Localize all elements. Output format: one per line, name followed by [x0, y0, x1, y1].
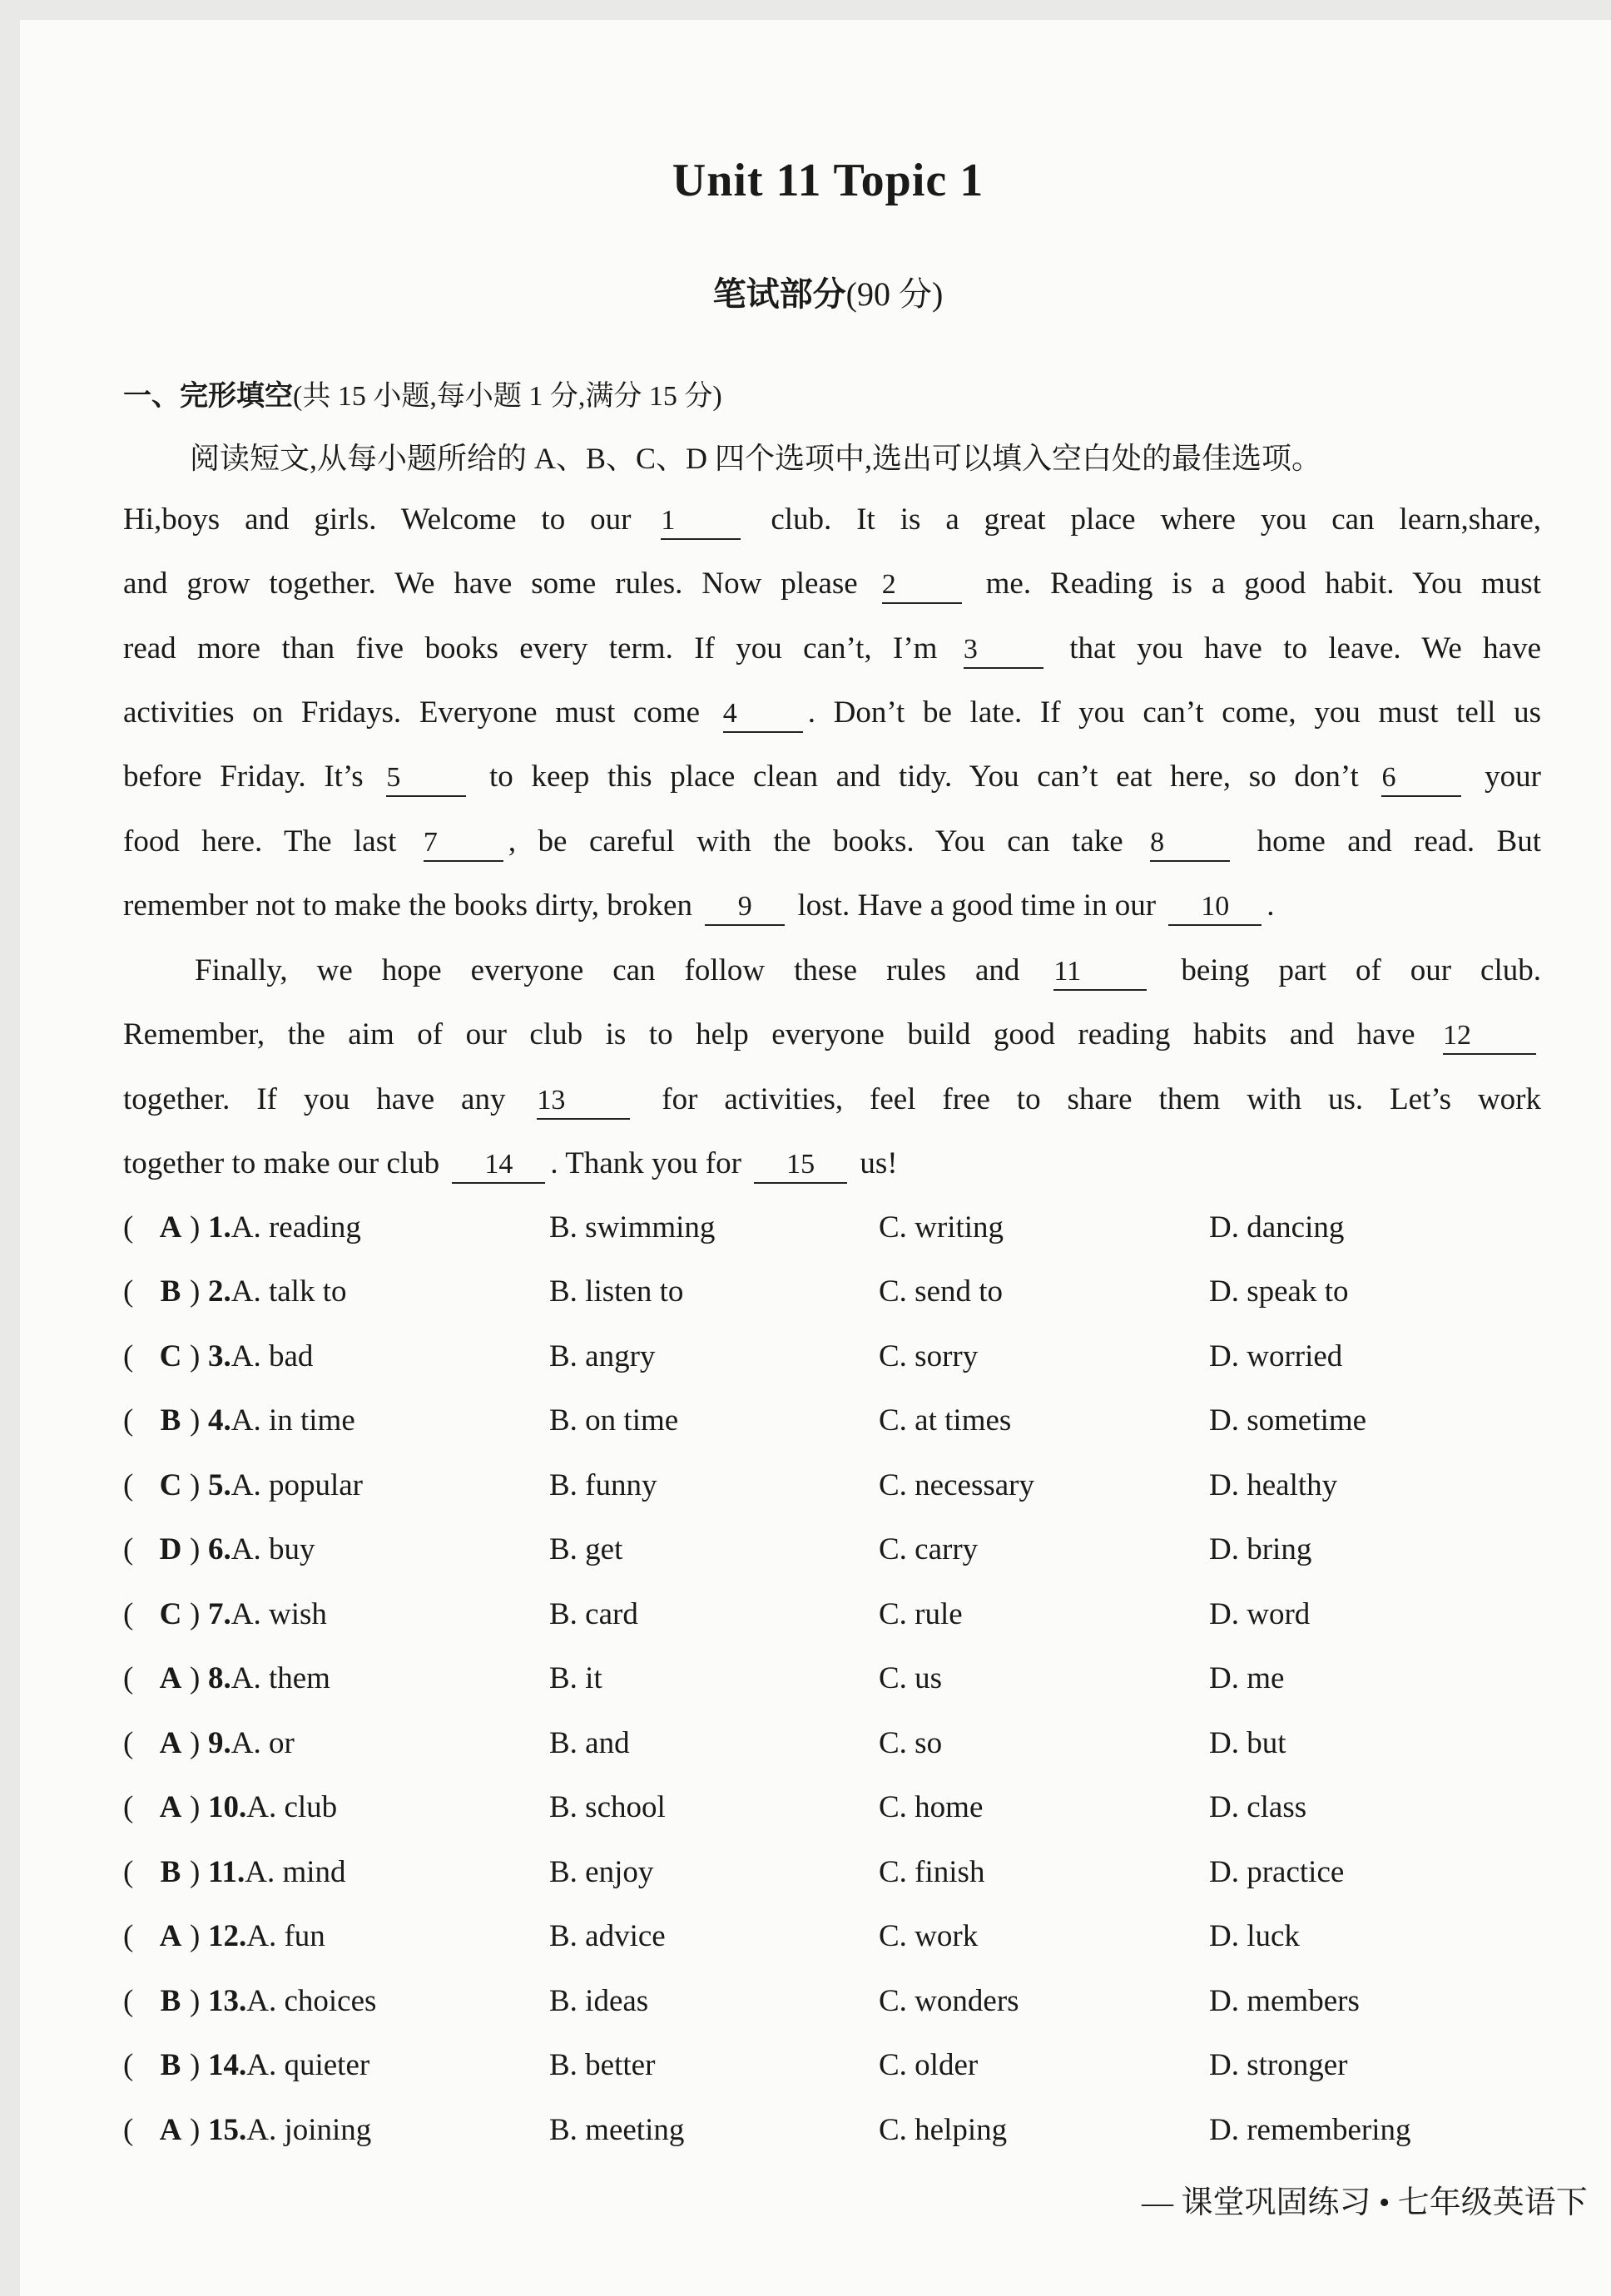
answer-paren: (: [123, 1339, 134, 1373]
option-c: C. work: [879, 1919, 979, 1953]
answer-letter: B: [160, 1855, 181, 1889]
question-number: 9.: [208, 1726, 231, 1760]
answer-paren: (: [123, 1468, 134, 1502]
passage-line: [123, 759, 1541, 797]
answer-paren: (: [123, 1661, 134, 1695]
blank: 10: [1168, 893, 1262, 926]
option-d: D. healthy: [1209, 1468, 1338, 1502]
blank: 15: [754, 1150, 847, 1184]
passage-text: . Thank you for: [550, 1146, 741, 1180]
passage-line: [195, 953, 1541, 991]
option-c: C. helping: [879, 2113, 1008, 2147]
option-c: C. carry: [879, 1532, 979, 1566]
answer-paren: (: [123, 1210, 134, 1244]
option-b: B. advice: [549, 1919, 666, 1953]
option-b: B. listen to: [549, 1274, 684, 1309]
question-number: 15.: [208, 2113, 247, 2147]
passage-text: your: [1485, 760, 1541, 794]
option-d: D. but: [1209, 1726, 1286, 1760]
passage-text: Hi,boys and girls. Welcome to our: [123, 502, 632, 537]
answer-letter: B: [160, 1274, 181, 1309]
section-heading-label: 一、完形填空: [123, 379, 293, 413]
passage-line: [123, 824, 1541, 862]
option-b: B. on time: [549, 1403, 679, 1437]
option-a: 11.A. mind: [208, 1855, 346, 1889]
option-d: D. remembering: [1209, 2113, 1411, 2147]
answer-paren: (: [123, 1274, 134, 1309]
answer-letter: B: [160, 1403, 181, 1437]
option-d: D. bring: [1209, 1532, 1312, 1566]
option-b: B. funny: [549, 1468, 657, 1502]
option-c: C. rule: [879, 1597, 963, 1631]
answer-paren: (: [123, 2113, 134, 2147]
option-c: C. so: [879, 1726, 943, 1760]
option-b: B. and: [549, 1726, 630, 1760]
blank: 13: [537, 1086, 630, 1120]
question-row: [123, 1274, 1588, 1315]
question-number: 13.: [208, 1984, 247, 2018]
question-row: [123, 1660, 1588, 1702]
option-b: B. school: [549, 1790, 666, 1824]
passage-text: activities on Fridays. Everyone must come: [123, 695, 701, 730]
option-b: B. better: [549, 2048, 656, 2082]
answer-paren: (: [123, 1919, 134, 1953]
blank: 4: [723, 700, 803, 733]
passage-text: being part of our club.: [1181, 953, 1542, 987]
passage-line: [123, 695, 1541, 733]
option-d: D. worried: [1209, 1339, 1343, 1373]
page-title: Unit 11 Topic 1: [672, 155, 984, 206]
question-number: 7.: [208, 1597, 231, 1631]
question-row: [123, 2047, 1588, 2089]
answer-paren: ): [190, 1274, 201, 1309]
option-b: B. meeting: [549, 2113, 685, 2147]
answer-paren: ): [190, 1919, 201, 1953]
passage-line: [123, 566, 1541, 604]
answer-paren: ): [190, 1597, 201, 1631]
answer-letter: B: [160, 2048, 181, 2082]
answer-letter: C: [159, 1339, 182, 1373]
option-a: 2.A. talk to: [208, 1274, 347, 1309]
answer-letter: A: [159, 2113, 182, 2147]
passage-text: and grow together. We have some rules. Now please: [123, 567, 858, 601]
part-heading-score: (90 分): [845, 275, 944, 313]
option-a: 7.A. wish: [208, 1597, 327, 1631]
question-row: [123, 1918, 1588, 1960]
option-c: C. necessary: [879, 1468, 1034, 1502]
passage-text: Finally, we hope everyone can follow these rules and: [195, 953, 1020, 987]
blank: 9: [705, 893, 785, 926]
option-a: 15.A. joining: [208, 2113, 372, 2147]
question-row: [123, 1725, 1588, 1767]
question-number: 6.: [208, 1532, 231, 1566]
passage-text: remember not to make the books dirty, broken: [123, 888, 692, 923]
option-c: C. finish: [879, 1855, 985, 1889]
option-b: B. enjoy: [549, 1855, 654, 1889]
question-row: [123, 1531, 1588, 1573]
blank: 1: [661, 507, 741, 540]
option-d: D. me: [1209, 1661, 1285, 1695]
instructions: 阅读短文,从每小题所给的 A、B、C、D 四个选项中,选出可以填入空白处的最佳选项。: [190, 442, 1322, 475]
option-b: B. ideas: [549, 1984, 649, 2018]
option-d: D. class: [1209, 1790, 1307, 1824]
option-a: 4.A. in time: [208, 1403, 355, 1437]
passage-text: food here. The last: [123, 824, 397, 859]
question-row: [123, 1467, 1588, 1509]
passage-text: .: [1266, 888, 1275, 923]
answer-paren: ): [190, 2048, 201, 2082]
option-c: C. us: [879, 1661, 943, 1695]
passage-line: [123, 502, 1541, 540]
answer-paren: ): [190, 1210, 201, 1244]
option-a: 10.A. club: [208, 1790, 338, 1824]
option-d: D. speak to: [1209, 1274, 1349, 1309]
option-a: 14.A. quieter: [208, 2048, 370, 2082]
answer-letter: C: [159, 1597, 182, 1631]
question-number: 4.: [208, 1403, 231, 1437]
answer-paren: (: [123, 1984, 134, 2018]
option-d: D. members: [1209, 1984, 1360, 2018]
answer-letter: A: [159, 1790, 182, 1824]
option-d: D. stronger: [1209, 2048, 1348, 2082]
option-b: B. it: [549, 1661, 602, 1695]
question-row: [123, 1789, 1588, 1831]
question-number: 8.: [208, 1661, 231, 1695]
question-row: [123, 1983, 1588, 2025]
blank: 3: [964, 636, 1043, 669]
option-d: D. dancing: [1209, 1210, 1345, 1244]
answer-letter: C: [159, 1468, 182, 1502]
passage-text: us!: [860, 1146, 898, 1180]
answer-letter: A: [159, 1919, 182, 1953]
page-footer: — 课堂巩固练习 • 七年级英语下: [1142, 2185, 1588, 2220]
passage-text: to keep this place clean and tidy. You can’t eat here, so don’t: [489, 760, 1359, 794]
option-a: 6.A. buy: [208, 1532, 315, 1566]
answer-paren: (: [123, 1597, 134, 1631]
blank: 5: [386, 764, 466, 797]
blank: 11: [1053, 957, 1147, 991]
option-a: 3.A. bad: [208, 1339, 314, 1373]
section-heading-note: (共 15 小题,每小题 1 分,满分 15 分): [293, 381, 722, 412]
answer-paren: ): [190, 2113, 201, 2147]
option-a: 12.A. fun: [208, 1919, 325, 1953]
passage-text: read more than five books every term. If you can’t, I’m: [123, 631, 938, 666]
answer-paren: ): [190, 1984, 201, 2018]
option-b: B. angry: [549, 1339, 656, 1373]
option-d: D. sometime: [1209, 1403, 1367, 1437]
question-row: [123, 1339, 1588, 1380]
answer-letter: D: [159, 1532, 182, 1566]
passage-text: club. It is a great place where you can learn,share,: [771, 502, 1542, 537]
option-a: 1.A. reading: [208, 1210, 361, 1244]
passage-line: [123, 631, 1541, 669]
part-heading-label: 笔试部分: [712, 275, 846, 314]
blank: 12: [1443, 1022, 1536, 1055]
question-number: 5.: [208, 1468, 231, 1502]
option-c: C. sorry: [879, 1339, 979, 1373]
passage-text: home and read. But: [1257, 824, 1542, 859]
passage-text: lost. Have a good time in our: [797, 888, 1157, 923]
part-heading: [0, 268, 1611, 315]
option-d: D. practice: [1209, 1855, 1345, 1889]
option-c: C. older: [879, 2048, 979, 2082]
answer-paren: ): [190, 1468, 201, 1502]
answer-paren: (: [123, 1532, 134, 1566]
question-row: [123, 1854, 1588, 1896]
passage-text: Remember, the aim of our club is to help everyone build good reading habits and have: [123, 1017, 1415, 1052]
answer-paren: ): [190, 1403, 201, 1437]
question-number: 1.: [208, 1210, 231, 1244]
question-row: [123, 1210, 1588, 1251]
question-number: 11.: [208, 1855, 245, 1889]
question-number: 3.: [208, 1339, 231, 1373]
answer-paren: ): [190, 1855, 201, 1889]
passage-text: together to make our club: [123, 1146, 440, 1180]
answer-letter: B: [160, 1984, 181, 2018]
passage-line: [123, 1081, 1541, 1120]
answer-letter: A: [159, 1661, 182, 1695]
question-number: 14.: [208, 2048, 247, 2082]
passage-text: together. If you have any: [123, 1082, 506, 1116]
question-number: 10.: [208, 1790, 247, 1824]
question-row: [123, 2112, 1588, 2154]
answer-paren: ): [190, 1532, 201, 1566]
blank: 8: [1150, 829, 1230, 862]
answer-paren: (: [123, 1855, 134, 1889]
passage-line: [123, 888, 1541, 926]
option-c: C. wonders: [879, 1984, 1019, 2018]
question-row: [123, 1403, 1588, 1444]
option-d: D. word: [1209, 1597, 1311, 1631]
blank: 7: [424, 829, 503, 862]
option-a: 8.A. them: [208, 1661, 330, 1695]
answer-paren: (: [123, 1403, 134, 1437]
option-d: D. luck: [1209, 1919, 1300, 1953]
blank: 2: [882, 571, 962, 604]
answer-paren: (: [123, 1790, 134, 1824]
answer-letter: A: [159, 1210, 182, 1244]
answer-paren: ): [190, 1726, 201, 1760]
passage-text: before Friday. It’s: [123, 760, 364, 794]
blank: 6: [1381, 764, 1461, 797]
section-heading: [123, 373, 722, 413]
option-a: 13.A. choices: [208, 1984, 377, 2018]
option-c: C. at times: [879, 1403, 1012, 1437]
answer-paren: ): [190, 1790, 201, 1824]
answer-paren: ): [190, 1339, 201, 1373]
passage-text: for activities, feel free to share them with us. Let’s work: [662, 1082, 1542, 1116]
question-number: 12.: [208, 1919, 247, 1953]
passage-text: that you have to leave. We have: [1069, 631, 1542, 666]
option-c: C. writing: [879, 1210, 1004, 1244]
answer-paren: (: [123, 1726, 134, 1760]
passage-line: [123, 1017, 1541, 1055]
option-c: C. send to: [879, 1274, 1004, 1309]
question-row: [123, 1596, 1588, 1638]
option-a: 5.A. popular: [208, 1468, 363, 1502]
option-a: 9.A. or: [208, 1726, 295, 1760]
passage-text: , be careful with the books. You can take: [508, 824, 1123, 859]
question-number: 2.: [208, 1274, 231, 1309]
passage-line: [123, 1146, 1541, 1184]
passage-text: . Don’t be late. If you can’t come, you must tell us: [807, 695, 1541, 730]
answer-letter: A: [159, 1726, 182, 1760]
option-b: B. card: [549, 1597, 638, 1631]
passage-text: me. Reading is a good habit. You must: [985, 567, 1541, 601]
option-b: B. get: [549, 1532, 623, 1566]
option-c: C. home: [879, 1790, 984, 1824]
answer-paren: ): [190, 1661, 201, 1695]
blank: 14: [452, 1150, 545, 1184]
answer-paren: (: [123, 2048, 134, 2082]
option-b: B. swimming: [549, 1210, 716, 1244]
